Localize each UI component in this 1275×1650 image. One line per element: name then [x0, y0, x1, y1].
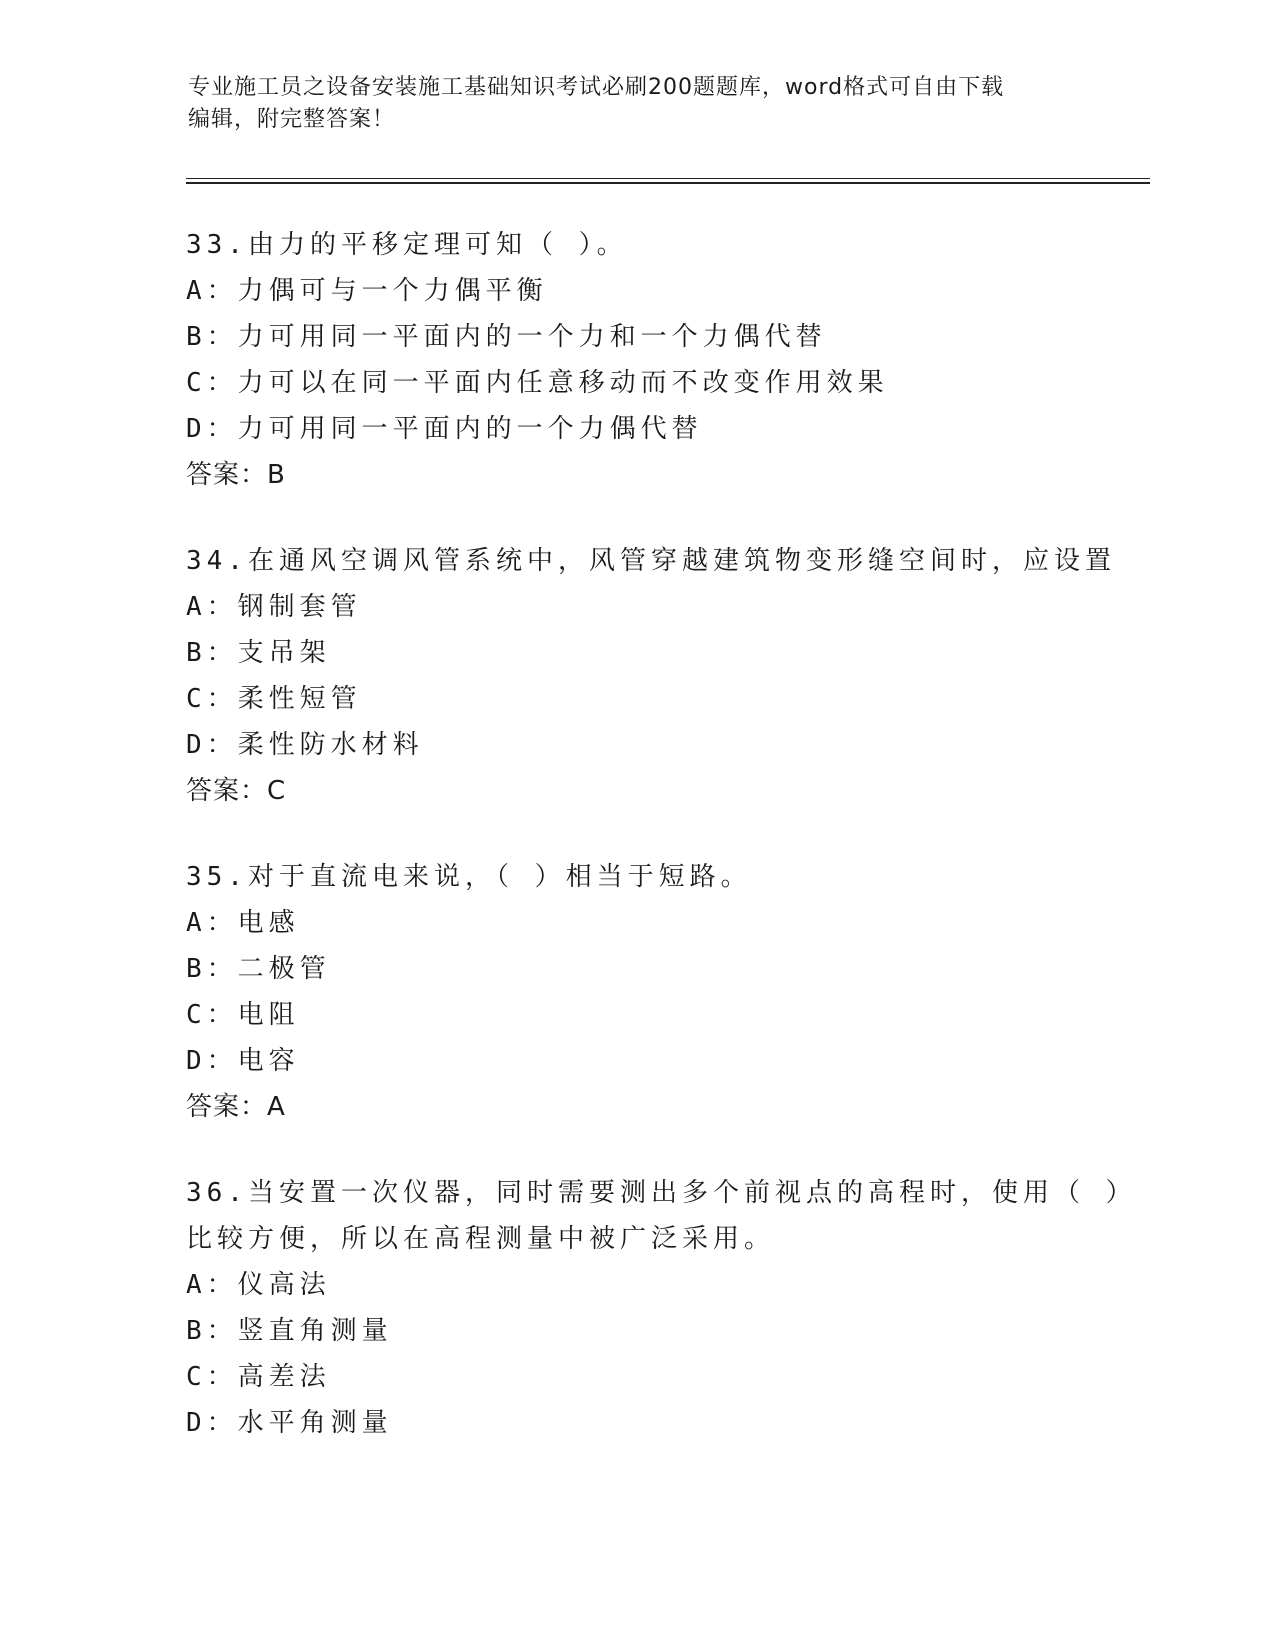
header-divider-thin [186, 178, 1150, 179]
option-d: D：水平角测量 [186, 1408, 393, 1438]
option-c: C：柔性短管 [186, 684, 362, 714]
question-36 [186, 1170, 1186, 1446]
option-d: D：电容 [186, 1046, 300, 1076]
question-stem: 34.在通风空调风管系统中，风管穿越建筑物变形缝空间时，应设置 [186, 546, 1116, 576]
option-a: A：仪高法 [186, 1270, 331, 1300]
question-stem-continued: 比较方便，所以在高程测量中被广泛采用。 [186, 1224, 776, 1254]
document-header [188, 72, 1088, 136]
question-33 [186, 222, 1186, 498]
header-line-1: 专业施工员之设备安装施工基础知识考试必刷200题题库，word格式可自由下载 [188, 75, 1005, 100]
option-c: C：电阻 [186, 1000, 300, 1030]
header-line-2: 编辑，附完整答案！ [188, 107, 396, 132]
option-a: A：钢制套管 [186, 592, 362, 622]
question-stem: 36.当安置一次仪器，同时需要测出多个前视点的高程时，使用（ ） [186, 1178, 1137, 1208]
answer: 答案：C [186, 776, 287, 806]
header-divider-thick [186, 182, 1150, 184]
question-34 [186, 538, 1186, 814]
answer: 答案：B [186, 460, 286, 490]
option-c: C：高差法 [186, 1362, 331, 1392]
option-d: D：力可用同一平面内的一个力偶代替 [186, 414, 703, 444]
question-stem: 33.由力的平移定理可知（ ）。 [186, 230, 628, 260]
option-a: A：力偶可与一个力偶平衡 [186, 276, 548, 306]
option-b: B：支吊架 [186, 638, 331, 668]
option-d: D：柔性防水材料 [186, 730, 424, 760]
question-stem: 35.对于直流电来说，（ ）相当于短路。 [186, 862, 752, 892]
option-b: B：竖直角测量 [186, 1316, 393, 1346]
question-35 [186, 854, 1186, 1130]
answer: 答案：A [186, 1092, 286, 1122]
option-b: B：力可用同一平面内的一个力和一个力偶代替 [186, 322, 827, 352]
option-a: A：电感 [186, 908, 300, 938]
option-c: C：力可以在同一平面内任意移动而不改变作用效果 [186, 368, 889, 398]
option-b: B：二极管 [186, 954, 331, 984]
